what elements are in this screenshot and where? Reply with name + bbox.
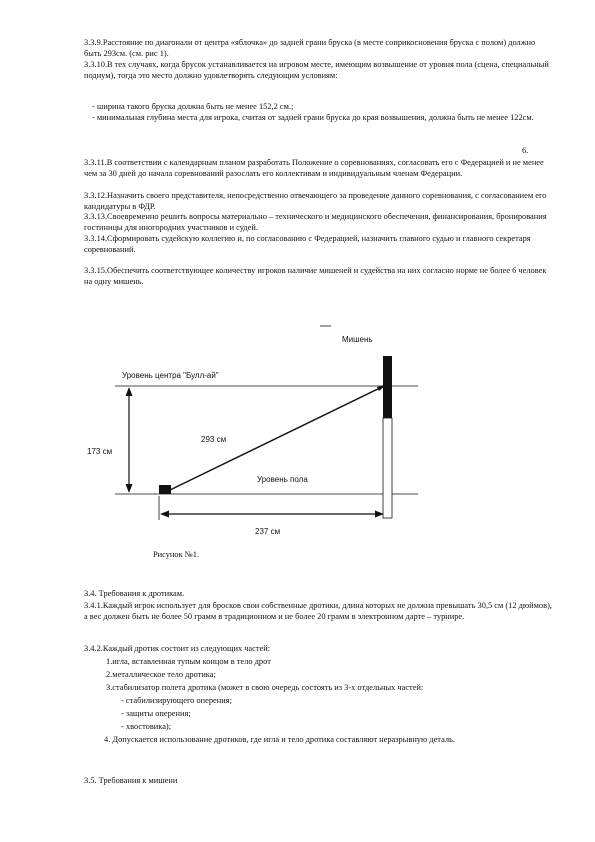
paragraph-3-3-13: 3.3.13.Своевременно решить вопросы материально – технического и медицинского обеспечения, финансирования, бронирования гостиницы для иногородних участников и судей. <box>84 212 547 232</box>
paragraph-3-3-11: 3.3.11.В соответствии с календарным планом разработать Положение о соревнованиях, согласовать его с Федерацией и не менее чем за 30 дней до начала соревнований разослать его коллективам и индивидуальным членам Федерации. <box>84 158 544 178</box>
list-item-width: - ширина такого бруска должна быть не менее 152,2 см.; <box>92 102 294 111</box>
paragraph-3-3-14: 3.3.14.Сформировать судейскую коллегию и, по согласованию с Федерацией, назначить главного судью и главного секретаря соревнований. <box>84 234 531 254</box>
dart-part-2: 2.металлическое тело дротика; <box>106 670 216 679</box>
target-post-bottom <box>383 418 392 518</box>
paragraph-3-3-10: 3.3.10.В тех случаях, когда брусок устанавливается на игровом месте, имеющим возвышение от уровня пола (сцена, специальный подиум), тогда это место должно удовлетворять следующим условиям: <box>84 60 549 80</box>
paragraph-3-4-2: 3.4.2.Каждый дротик состоит из следующих частей: <box>84 644 271 653</box>
bullseye-level-label: Уровень центра "Булл-ай" <box>122 371 219 380</box>
section-3-4-heading: 3.4. Требования к дротикам. <box>84 589 185 598</box>
height-arrow-down <box>126 484 133 493</box>
distance-arrow-left <box>160 511 169 518</box>
height-label: 173 см <box>87 447 113 456</box>
paragraph-dart-4: 4. Допускается использование дротиков, где игла и тело дротика составляют неразрывную деталь. <box>104 735 455 744</box>
stabilizer-part-1: - стабилизирующего оперения; <box>121 696 232 705</box>
dart-part-3: 3.стабилизатор полета дротика (может в свою очередь состоять из 3-х отдельных частей: <box>106 683 424 692</box>
list-item-depth: - минимальная глубина места для игрока, считая от задней грани бруска до края возвышения, должна быть не менее 122см. <box>92 113 534 122</box>
stabilizer-part-2: - защиты оперения; <box>121 709 191 718</box>
page-number: 6. <box>522 146 529 155</box>
diagonal-label: 293 см <box>201 435 227 444</box>
paragraph-3-3-15: 3.3.15.Обеспечить соответствующее количеству игроков наличие мишеней и судейства на них согласно норме не более 6 человек на одну мишень. <box>84 266 547 286</box>
section-3-5-heading: 3.5. Требования к мишени <box>84 776 178 785</box>
paragraph-3-3-12: 3.3.12.Назначить своего представителя, непосредственно отвечающего за проведение данного соревнования, с согласованием его кандидатуры в ФДР. <box>84 191 547 211</box>
stabilizer-part-3: - хвостовика); <box>121 722 172 731</box>
target-post-top <box>383 356 392 418</box>
height-arrow-up <box>126 387 133 396</box>
paragraph-3-3-9: 3.3.9.Расстояние по диагонали от центра «яблочка» до задней грани бруска (в месте соприкосновения бруска с полом) должно быть 293см. (см. рис 1). <box>84 38 536 58</box>
throw-line-block <box>159 485 171 494</box>
distance-label: 237 см <box>255 527 281 536</box>
paragraph-3-4-1: 3.4.1.Каждый игрок использует для бросков свои собственные дротики, длина которых не должна превышать 30,5 см (12 дюймов), а вес должен быть не более 50 грамм в традиционном и не более 20 грамм в электронном дарте – турнире. <box>84 601 552 621</box>
target-label: Мишень <box>342 335 373 344</box>
dart-part-1: 1.игла, вставленная тупым концом в тело дрот <box>106 657 271 666</box>
figure-diagram <box>0 318 595 578</box>
floor-level-label: Уровень пола <box>257 475 308 484</box>
figure-caption: Рисунок №1. <box>153 550 200 559</box>
